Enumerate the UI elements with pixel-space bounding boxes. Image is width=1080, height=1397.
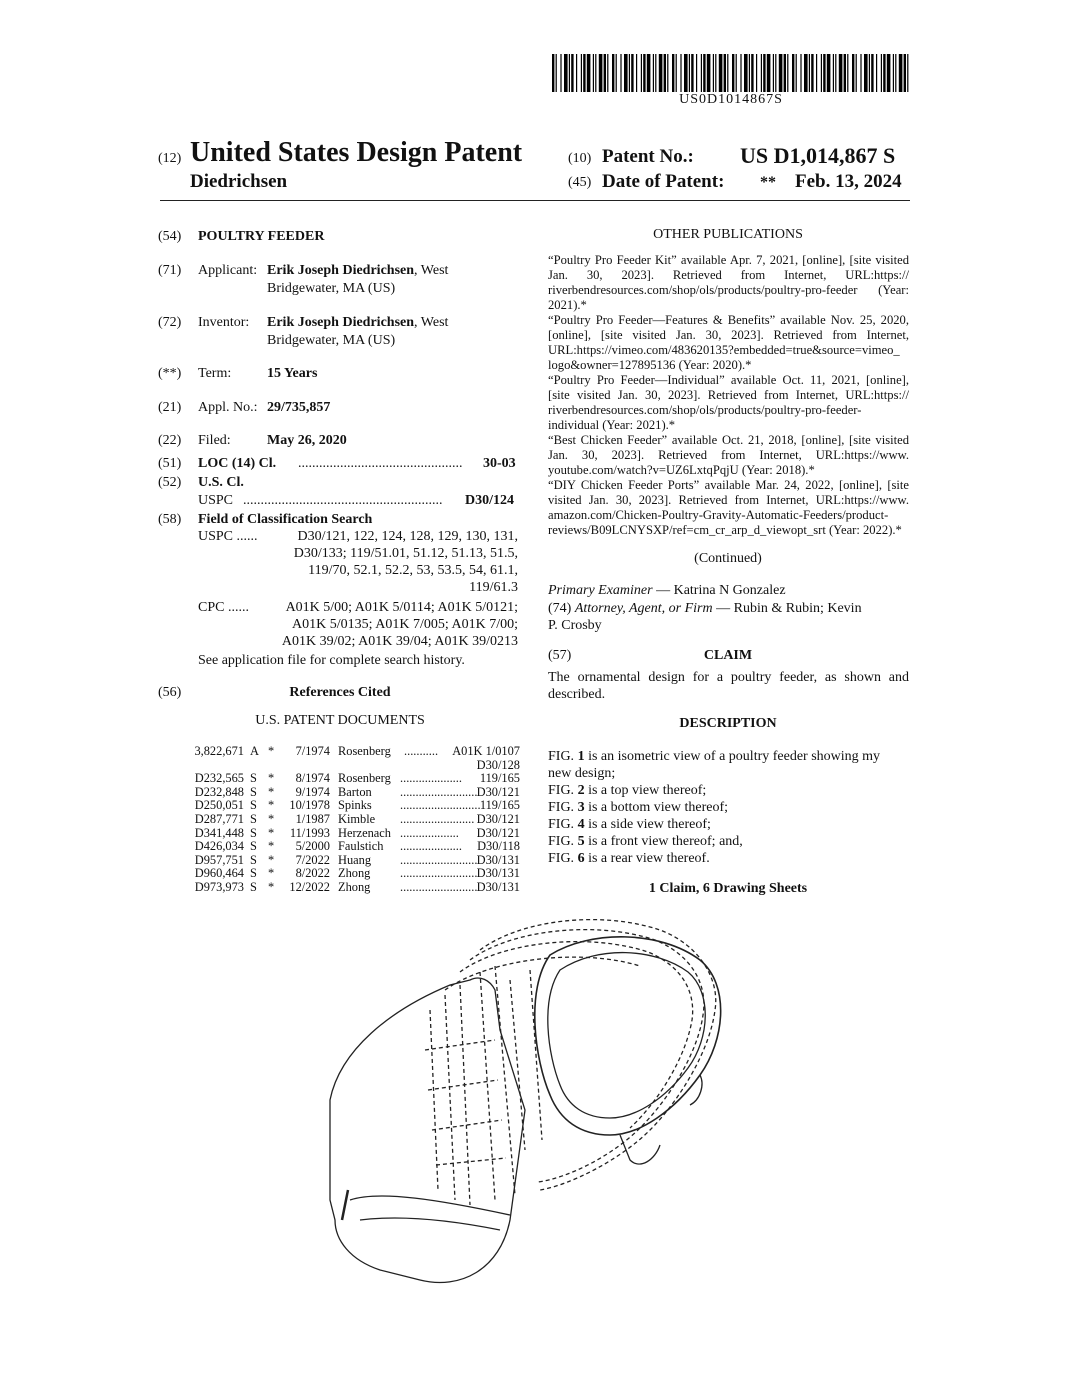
field-uspc-line: D30/133; 119/51.01, 51.12, 51.13, 51.5, bbox=[293, 546, 518, 561]
reference-name: Barton bbox=[338, 784, 372, 799]
reference-row bbox=[188, 866, 520, 880]
term-value: 15 Years bbox=[267, 366, 318, 381]
reference-kind: S bbox=[250, 784, 257, 799]
applicant-location: Bridgewater, MA (US) bbox=[267, 281, 396, 296]
term-label: Term: bbox=[198, 366, 232, 381]
reference-dots: ......................... bbox=[400, 866, 478, 881]
references-cited-title: References Cited bbox=[289, 685, 391, 700]
reference-star: * bbox=[268, 812, 275, 826]
reference-name: Rosenberg bbox=[338, 771, 391, 786]
reference-dots: .................... bbox=[400, 771, 462, 786]
other-publications-title: OTHER PUBLICATIONS bbox=[653, 227, 803, 242]
uspc-value: D30/124 bbox=[465, 493, 514, 508]
code-10: (10) bbox=[568, 151, 592, 166]
reference-cls: 119/165 bbox=[479, 798, 520, 813]
reference-row bbox=[188, 744, 520, 758]
reference-date: 11/1993 bbox=[289, 825, 330, 840]
reference-kind: A bbox=[250, 744, 259, 758]
reference-kind: S bbox=[250, 798, 257, 813]
primary-examiner: Primary Examiner — Katrina N Gonzalez bbox=[548, 583, 786, 598]
code-57: (57) bbox=[548, 648, 572, 663]
patent-no-label: Patent No.: bbox=[602, 146, 694, 167]
reference-star: * bbox=[268, 866, 275, 881]
code-58: (58) bbox=[158, 512, 182, 527]
reference-name: Rosenberg bbox=[338, 744, 391, 758]
reference-date: 8/1974 bbox=[295, 771, 330, 786]
reference-no: 3,822,671 bbox=[194, 744, 244, 758]
reference-row bbox=[188, 812, 520, 826]
reference-star: * bbox=[268, 839, 275, 854]
reference-row bbox=[188, 771, 520, 785]
reference-star: * bbox=[268, 852, 275, 867]
reference-no: D232,565 bbox=[194, 771, 244, 786]
code-51: (51) bbox=[158, 456, 182, 471]
reference-name: Zhong bbox=[338, 866, 371, 881]
field-uspc-line: D30/121, 122, 124, 128, 129, 130, 131, bbox=[297, 529, 518, 544]
patent-date: Feb. 13, 2024 bbox=[795, 171, 902, 192]
reference-cls: A01K 1/0107 bbox=[452, 744, 520, 758]
reference-kind: S bbox=[250, 866, 257, 881]
reference-date: 10/1978 bbox=[289, 798, 330, 813]
inventor: Erik Joseph Diedrichsen, West bbox=[267, 315, 449, 330]
reference-kind: S bbox=[250, 839, 257, 854]
reference-row bbox=[188, 880, 520, 894]
description-title: DESCRIPTION bbox=[679, 716, 777, 731]
reference-row bbox=[188, 853, 520, 867]
reference-row bbox=[188, 798, 520, 812]
reference-dots: ......................... bbox=[400, 880, 478, 894]
date-label: Date of Patent: bbox=[602, 171, 725, 192]
reference-date: 1/1987 bbox=[295, 812, 330, 826]
loc-dots: ............................................... bbox=[298, 456, 463, 471]
reference-kind: S bbox=[250, 852, 257, 867]
uspc-dots: ......................................................... bbox=[243, 493, 443, 508]
figure-description: FIG. 1 is an isometric view of a poultry feeder showing my new design; bbox=[548, 749, 881, 781]
patent-number: US D1,014,867 S bbox=[740, 143, 896, 168]
reference-dots: ........................ bbox=[400, 812, 475, 826]
reference-no: D957,751 bbox=[194, 852, 244, 867]
reference-name: Spinks bbox=[338, 798, 372, 813]
inventor-label: Inventor: bbox=[198, 315, 250, 330]
us-cl-label: U.S. Cl. bbox=[198, 475, 244, 490]
reference-cls: D30/121 bbox=[476, 812, 520, 826]
reference-star: * bbox=[268, 798, 275, 813]
reference-cls: D30/118 bbox=[477, 839, 520, 854]
reference-star: * bbox=[268, 880, 275, 894]
date-marker: ** bbox=[760, 174, 776, 191]
reference-kind: S bbox=[250, 880, 257, 894]
code-56: (56) bbox=[158, 685, 182, 700]
code-52: (52) bbox=[158, 475, 182, 490]
publication-entry: “DIY Chicken Feeder Ports” available Mar. 24, 2022, [online], [site visited Jan. 30, 2023]. Retrieved from Internet, URL:https://www. amazon.com/Chicken-Poultry-Gravity-Automatic-Feeders/product-reviews/B09LCNYSXP/ref=cm_cr_arp_d_viewopt_srt (Year: 2022).* bbox=[548, 478, 909, 537]
attorney-cont: P. Crosby bbox=[548, 618, 602, 633]
reference-dots: ........... bbox=[404, 744, 439, 758]
applicant: Erik Joseph Diedrichsen, West bbox=[267, 263, 449, 278]
reference-name: Zhong bbox=[338, 880, 371, 894]
code-72: (72) bbox=[158, 315, 182, 330]
appl-no: 29/735,857 bbox=[267, 400, 331, 415]
reference-dots: ......................... bbox=[400, 784, 478, 799]
reference-kind: S bbox=[250, 771, 257, 786]
field-cpc-label: CPC ...... bbox=[198, 600, 249, 615]
field-uspc-label: USPC ...... bbox=[198, 529, 258, 544]
reference-name: Herzenach bbox=[338, 825, 391, 840]
reference-kind: S bbox=[250, 825, 257, 840]
loc-value: 30-03 bbox=[483, 456, 516, 471]
figure-description: FIG. 5 is a front view thereof; and, bbox=[548, 834, 743, 849]
claim-text: The ornamental design for a poultry feeder, as shown and described. bbox=[548, 670, 909, 702]
reference-cls: D30/121 bbox=[476, 784, 520, 799]
reference-date: 9/1974 bbox=[295, 784, 330, 799]
reference-cls: 119/165 bbox=[479, 771, 520, 786]
publication-entry: “Poultry Pro Feeder—Features & Benefits” available Nov. 25, 2020, [online], [site visited Jan. 30, 2023]. Retrieved from Internet, URL:https://vimeo.com/483620135?embedded=true&source=vimeo_ logo&owner=127895136 (Year: 2020).* bbox=[548, 313, 909, 372]
reference-star: * bbox=[268, 825, 275, 840]
claim-title: CLAIM bbox=[703, 648, 753, 663]
reference-star: * bbox=[268, 784, 275, 799]
barcode bbox=[552, 54, 910, 94]
attorney: (74) Attorney, Agent, or Firm — Rubin & Rubin; Kevin bbox=[548, 601, 862, 616]
publication-entry: “Best Chicken Feeder” available Oct. 21, 2018, [online], [site visited Jan. 30, 2023]. Retrieved from Internet, URL:https://www. youtube.com/watch?v=UZ6LxtqPqjU (Year: 2018).* bbox=[548, 433, 909, 477]
continued-note: (Continued) bbox=[694, 551, 762, 566]
inventor-surname: Diedrichsen bbox=[190, 171, 288, 192]
figure-description: FIG. 3 is a bottom view thereof; bbox=[548, 800, 729, 815]
field-uspc-line: 119/70, 52.1, 52.2, 53, 53.5, 54, 61.1, bbox=[308, 563, 518, 578]
code-12: (12) bbox=[158, 151, 182, 166]
loc-label: LOC (14) Cl. bbox=[198, 456, 277, 471]
reference-cls: D30/128 bbox=[476, 757, 520, 772]
reference-no: D341,448 bbox=[194, 825, 244, 840]
barcode-number: US0D1014867S bbox=[679, 92, 783, 107]
field-cpc-line: A01K 5/00; A01K 5/0114; A01K 5/0121; bbox=[285, 600, 518, 615]
header-rule bbox=[160, 200, 910, 201]
reference-no: D960,464 bbox=[194, 866, 244, 881]
reference-star: * bbox=[268, 771, 275, 786]
figure-description: FIG. 4 is a side view thereof; bbox=[548, 817, 711, 832]
appl-no-label: Appl. No.: bbox=[198, 400, 258, 415]
field-uspc-line: 119/61.3 bbox=[469, 580, 518, 595]
code-term: (**) bbox=[158, 366, 182, 381]
reference-date: 7/2022 bbox=[295, 852, 330, 867]
field-search-label: Field of Classification Search bbox=[198, 512, 373, 527]
reference-row bbox=[188, 839, 520, 853]
reference-name: Faulstich bbox=[338, 839, 384, 854]
reference-no: D287,771 bbox=[194, 812, 244, 826]
code-54: (54) bbox=[158, 229, 182, 244]
publication-entry: “Poultry Pro Feeder—Individual” available Oct. 11, 2021, [online], [site visited Jan. 30, 2023]. Retrieved from Internet, URL:https:// riverbendresources.com/shop/ols/products/poultry-pro-feeder-individual (Year: 2021).* bbox=[548, 373, 909, 432]
code-21: (21) bbox=[158, 400, 182, 415]
reference-row bbox=[188, 758, 520, 772]
code-71: (71) bbox=[158, 263, 182, 278]
reference-date: 12/2022 bbox=[289, 880, 330, 894]
field-cpc-line: A01K 39/02; A01K 39/04; A01K 39/0213 bbox=[281, 634, 518, 649]
applicant-label: Applicant: bbox=[198, 263, 258, 278]
search-history-note: See application file for complete search history. bbox=[198, 653, 465, 668]
reference-row bbox=[188, 785, 520, 799]
reference-cls: D30/121 bbox=[476, 825, 520, 840]
poultry-feeder-drawing bbox=[320, 900, 780, 1300]
filed-date: May 26, 2020 bbox=[267, 433, 347, 448]
reference-cls: D30/131 bbox=[476, 866, 520, 881]
figure-description: FIG. 2 is a top view thereof; bbox=[548, 783, 707, 798]
code-45: (45) bbox=[568, 175, 592, 190]
reference-no: D426,034 bbox=[194, 839, 244, 854]
filed-label: Filed: bbox=[198, 433, 231, 448]
reference-kind: S bbox=[250, 812, 257, 826]
us-patent-docs-title: U.S. PATENT DOCUMENTS bbox=[255, 713, 425, 728]
reference-date: 7/1974 bbox=[295, 744, 330, 758]
publication-list bbox=[548, 253, 909, 538]
reference-no: D973,973 bbox=[194, 880, 244, 894]
reference-row bbox=[188, 826, 520, 840]
reference-cls: D30/131 bbox=[476, 852, 520, 867]
invention-title: POULTRY FEEDER bbox=[198, 229, 325, 244]
reference-date: 5/2000 bbox=[295, 839, 330, 854]
reference-star: * bbox=[268, 744, 275, 758]
code-22: (22) bbox=[158, 433, 182, 448]
reference-name: Huang bbox=[338, 852, 372, 867]
uspc-label: USPC bbox=[198, 493, 234, 508]
publication-entry: “Poultry Pro Feeder Kit” available Apr. 7, 2021, [online], [site visited Jan. 30, 2023]. Retrieved from Internet, URL:https:// riverbendresources.com/shop/ols/products/poultry-pro-feeder (Year: 2021).* bbox=[548, 253, 909, 312]
reference-dots: .................... bbox=[400, 839, 462, 854]
field-cpc-line: A01K 5/0135; A01K 7/005; A01K 7/00; bbox=[292, 617, 518, 632]
reference-name: Kimble bbox=[338, 812, 376, 826]
reference-no: D250,051 bbox=[194, 798, 244, 813]
reference-date: 8/2022 bbox=[295, 866, 330, 881]
claims-sheets: 1 Claim, 6 Drawing Sheets bbox=[648, 881, 808, 896]
inventor-location: Bridgewater, MA (US) bbox=[267, 333, 396, 348]
document-title: United States Design Patent bbox=[190, 137, 523, 168]
reference-dots: .......................... bbox=[400, 798, 481, 813]
reference-no: D232,848 bbox=[194, 784, 244, 799]
reference-dots: ......................... bbox=[400, 852, 478, 867]
reference-dots: ................... bbox=[400, 825, 459, 840]
reference-cls: D30/131 bbox=[476, 880, 520, 894]
figure-description: FIG. 6 is a rear view thereof. bbox=[548, 851, 710, 866]
